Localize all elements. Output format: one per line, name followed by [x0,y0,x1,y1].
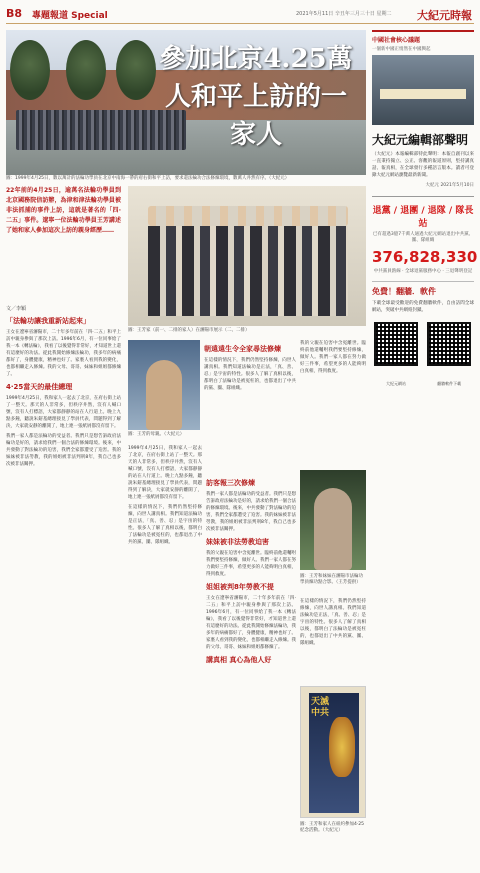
qr-label-1: 大紀元網站 [386,381,406,386]
qr-code-website[interactable] [374,322,418,366]
hero-photo [6,30,366,175]
text-column-6 [300,598,366,682]
text-column-5 [206,474,296,866]
side-topic-box [372,30,474,125]
mother-photo [128,340,200,430]
hero-caption: 圖：1999年4月25日，數以萬計的法輪功學員在北京中南海一帶的府右街和平上訪，要求還法輪功合法修煉環境，數萬人井然有序。（大紀元） [6,176,290,181]
subheading-7: 講真相 真心為他人好 [206,656,272,664]
mother-photo-caption: 圖：王芳的母親。（大紀元） [128,432,185,437]
text-column-1 [6,305,121,865]
text-column-4 [128,445,202,865]
subheading-6: 姐姐被判8年勞教不提 [206,583,274,591]
ad-subtitle: 已有超過3億7千萬人通過大紀元網站退出中共黨、團、隊組織 [372,232,474,243]
event-photo-caption: 圖：王芳和家人在紐約參加4·25紀念活動。（大紀元） [300,822,365,833]
qr-label-2: 翻牆軟件下載 [437,381,462,386]
ad-title: 退黨 / 退團 / 退隊 / 隊長站 [372,206,474,229]
group-photo-caption: 圖：王芳家（前一、二排的家人）在瀋陽市展示（二、二排） [128,328,250,333]
page-number: B8 [6,7,23,20]
qr-code-software[interactable] [427,322,471,366]
issue-date: 2021年5月11日 辛丑年三月三十日 星期二 [296,11,392,17]
family-group-photo [128,186,366,326]
body-text-1: 王女在遼寧省瀋陽市，二十年多年前在「四·二五」和平上訪中親身參與了那次上訪。1996年6月，有一位同事給了我一本《轉法輪》，我看了以後覺得非常好，才知道世上還有這麼好的功法。從此我開始修煉法輪功，我多年的病痛都好了，身體健康，精神也好了。家裏人看到我的變化，也都相繼走入修煉。我的父母、哥哥、妹妹和姐姐都修煉了。 [6,330,121,377]
section-name: 專題報道 Special [32,11,108,21]
body-text-7: 在這樣的情況下，我們仍然堅持修煉，向世人講真相。我們知道法輪功是正法，「真、善、忍」是宇宙的特性。很多人了解了真相以後，都明白了法輪功是被冤枉的，也都退出了中共的黨、團、隊組織。 [128,505,202,545]
masthead-logo: 大紀元時報 [417,9,472,22]
article-title: 參加北京4.25萬人和平上訪的一家人 [159,44,353,150]
side-signature: 大紀元 2021年5月10日 [425,183,474,188]
quit-count: 376,828,330 [372,248,478,266]
text-column-2 [204,340,296,470]
sisters-photo-caption: 圖：王芳和妹妹在瀋陽市法輪功學員煉功點合影。（王芳提供） [300,574,363,585]
body-text-6: 1999年4月25日，我和家人一起去了北京，在府右街上站了一整天。那天的人非常多，但秩序井然，沒有人喊口號，沒有人打標語，大家都靜靜的站在人行道上。晚上九點多鐘，聽說朱鎔基總理接見了學員代表，問題得到了解決，大家就安靜的離開了，地上連一張紙屑都沒有留下。 [128,446,202,500]
subheading-3: 朝遠遠生令全家尋法修煉 [204,345,281,353]
side-topic-sub: 一個新中國正悄然在中國興起 [372,47,431,52]
subheading-5: 妹妹被非法勞教迫害 [206,538,269,546]
free-software-text: 下載全球最受歡迎的免費翻牆軟件，自由訪問全球網站，突破中共網絡封鎖。 [372,301,474,313]
page-header [6,6,474,24]
side-topic-title: 中國社會核心議題 [372,37,421,44]
quit-party-ad [372,196,478,275]
subheading-1: 「法輪功讓我重新站起來」 [6,317,90,325]
body-text-2: 1999年4月25日，我和家人一起去了北京，在府右街上站了一整天。那天的人非常多，但秩序井然，沒有人喊口號，沒有人打標語，大家都靜靜的站在人行道上。晚上九點多鐘，聽說朱鎔基總理接見了學員代表，問題得到了解決，大家就安靜的離開了，地上連一張紙屑都沒有留下。 [6,396,121,429]
sidebar [372,30,478,866]
text-column-3 [300,340,366,465]
side-statement-title: 大紀元編輯部聲明 [372,133,469,147]
byline: 文／李穎 [6,306,27,312]
body-text-4: 在這樣的情況下，我們仍然堅持修煉，向世人講真相。我們知道法輪功是正法，「真、善、忍」是宇宙的特性。很多人了解了真相以後，都明白了法輪功是被冤枉的，也都退出了中共的黨、團、隊組織。 [204,358,296,391]
body-text-10: 王女在遼寧省瀋陽市，二十年多年前在「四·二五」和平上訪中親身參與了那次上訪。1996年6月，有一位同事給了我一本《轉法輪》，我看了以後覺得非常好，才知道世上還有這麼好的功法。從此我開始修煉法輪功，我多年的病痛都好了，身體健康，精神也好了。家裏人看到我的變化，也都相繼走入修煉。我的父母、哥哥、妹妹和姐姐都修煉了。 [206,596,296,650]
event-banner-photo: 天滅中共 [300,686,366,818]
ad-list: 中共黨員熱線 · 全球退黨服務中心 · 三退聲明登記 [373,269,473,274]
free-software-title: 免費！翻牆．軟件 [372,281,474,297]
body-text-9: 我的父親在迫害中含冤離世。臨終前他還囑咐我們要堅持修煉，做好人。我們一家人都在努力做好三件事，希望更多的人能夠明白真相，得到救度。 [206,551,296,577]
subheading-2: 4·25當天的最佳總理 [6,383,73,391]
subheading-4: 訪客報三次修煉 [206,479,255,487]
body-text-8: 我們一家人都是法輪功的受益者。我們只是想告訴政府法輪功是好的，請求給我們一個合法的修煉環境。後來，中共發動了對法輪功的迫害，我們全家都遭受了迫害。我的妹妹被非法勞教，我的姐姐被非法判刑8年，我自己也多次被非法關押。 [206,492,296,532]
body-text-11: 在這樣的情況下，我們仍然堅持修煉，向世人講真相。我們知道法輪功是正法，「真、善、忍」是宇宙的特性。很多人了解了真相以後，都明白了法輪功是被冤枉的，也都退出了中共的黨、團、隊組織。 [300,599,366,646]
sisters-photo [300,470,366,570]
side-photo [372,55,474,125]
body-text-3: 我們一家人都是法輪功的受益者。我們只是想告訴政府法輪功是好的，請求給我們一個合法的修煉環境。後來，中共發動了對法輪功的迫害，我們全家都遭受了迫害。我的妹妹被非法勞教，我的姐姐被非法判刑8年，我自己也多次被非法關押。 [6,434,121,467]
lead-paragraph: 22年前的4月25日，逾萬名法輪功學員到北京國務院信訪辦，為津和津法輪功學員被非法抓捕的事件上訪，這就是著名的「四·二五」事件。遼寧一位法輪功學員王芳講述了她和家人參加這次上訪的親身經歷…… [6,187,121,234]
side-statement-text: （大紀元）本報編輯部特此聲明：本報自創刊以來一直秉持獨立、公正、客觀的報道原則，堅持講真話、報真相，在全球發行多種語言版本。讀者可登錄大紀元網站瀏覽最新新聞。 [372,152,474,178]
body-text-5: 我的父親在迫害中含冤離世。臨終前他還囑咐我們要堅持修煉，做好人。我們一家人都在努力做好三件事，希望更多的人能夠明白真相，得到救度。 [300,341,366,374]
